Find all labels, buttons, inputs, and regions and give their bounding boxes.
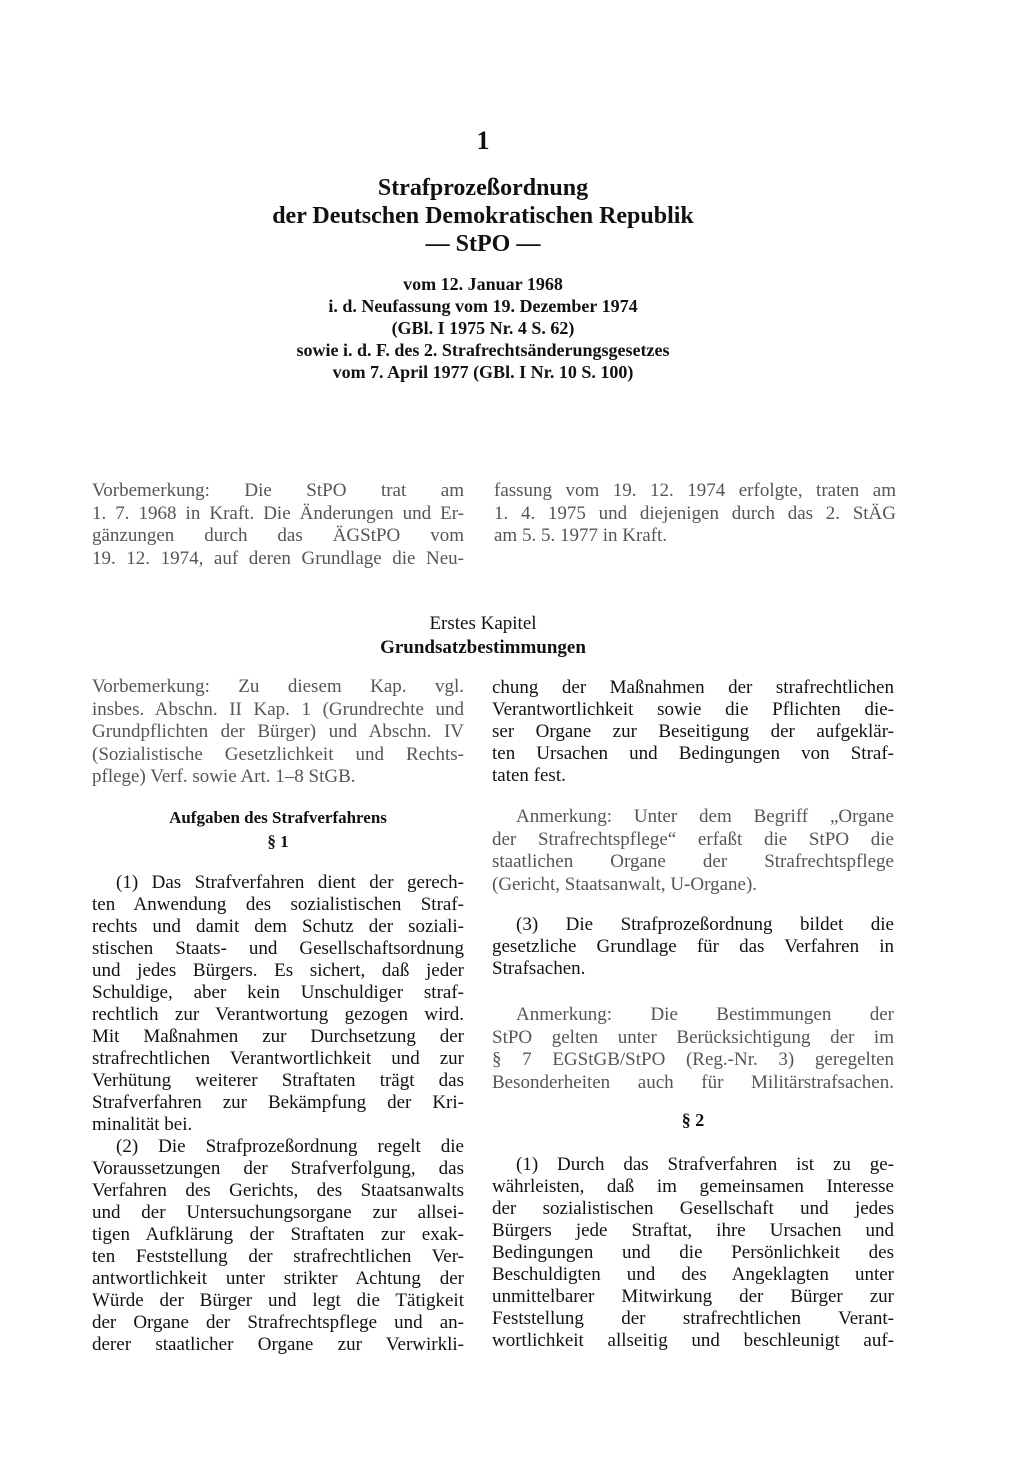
document-dates [0, 273, 966, 383]
text-line: minalität bei. [92, 1114, 193, 1135]
text-line: staatlichen Organe der Strafrechtspflege [492, 851, 894, 872]
text-line: und jedes Bürgers. Es sichert, daß jeder [92, 960, 464, 981]
text-line: chung der Maßnahmen der strafrechtlichen [492, 677, 894, 698]
section1-continuation [492, 677, 894, 787]
text-line: und der Untersuchungsorgane zur allsei- [92, 1202, 464, 1223]
date-line: (GBl. I 1975 Nr. 4 S. 62) [391, 318, 575, 338]
section-number: § 1 [267, 832, 289, 851]
annotation-2 [492, 1004, 894, 1094]
text-line: ser Organe zur Beseitigung der aufgeklär- [492, 721, 894, 742]
text-line: Bürgers jede Straftat, ihre Ursachen und [492, 1220, 894, 1241]
text-line: insbes. Abschn. II Kap. 1 (Grundrechte und [92, 698, 464, 720]
text-line: der Organe der Strafrechtspflege und an- [92, 1312, 464, 1333]
text-line: Vorbemerkung: Zu diesem Kap. vgl. [92, 676, 464, 697]
text-line: ten Ursachen und Bedingungen von Straf- [492, 743, 894, 764]
text-line: Mit Maßnahmen zur Durchsetzung der [92, 1026, 464, 1047]
text-line: wortlichkeit allseitig und beschleunigt auf- [492, 1330, 894, 1351]
text-line: ten Anwendung des sozialistischen Straf- [92, 894, 464, 915]
text-line: Bedingungen und die Persönlichkeit des [492, 1242, 894, 1263]
chapter-title: Grundsatzbestimmungen [380, 637, 586, 658]
text-line: (1) Durch das Strafverfahren ist zu ge- [516, 1154, 894, 1175]
text-line: Feststellung der strafrechtlichen Verant- [492, 1308, 894, 1329]
title-line: — StPO — [425, 231, 541, 257]
text-line: gesetzliche Grundlage für das Verfahren in [492, 936, 894, 957]
text-line: Anmerkung: Die Bestimmungen der [516, 1004, 894, 1025]
date-line: i. d. Neufassung vom 19. Dezember 1974 [328, 296, 638, 316]
text-line: stischen Staats- und Gesellschaftsordnung [92, 938, 464, 959]
text-line: Voraussetzungen der Strafverfolgung, das [92, 1158, 464, 1179]
text-line: fassung vom 19. 12. 1974 erfolgte, traten am [494, 480, 896, 501]
section-title: Aufgaben des Strafverfahrens [169, 808, 387, 827]
chapter-label: Erstes Kapitel [429, 613, 537, 634]
preliminary-remark-right [494, 480, 896, 548]
document-number: 1 [476, 126, 490, 155]
text-line: der sozialistischen Gesellschaft und jedes [492, 1198, 894, 1219]
preliminary-remark-left [92, 480, 464, 570]
date-line: vom 12. Januar 1968 [403, 274, 563, 294]
text-line: antwortlichkeit unter strikter Achtung der [92, 1268, 464, 1289]
text-line: Strafverfahren zur Bekämpfung der Kri- [92, 1092, 464, 1113]
text-line: rechtlich zur Verantwortung gezogen wird. [92, 1004, 464, 1025]
text-line: Würde der Bürger und legt die Tätigkeit [92, 1290, 464, 1311]
date-line: sowie i. d. F. des 2. Strafrechtsänderungsgesetzes [296, 340, 670, 360]
section1-paragraph-3 [492, 914, 894, 980]
text-line: Beschuldigten und des Angeklagten unter [492, 1264, 894, 1285]
text-line: 1. 7. 1968 in Kraft. Die Änderungen und Er- [92, 502, 464, 524]
text-line: (Sozialistische Gesetzlichkeit und Rechts- [92, 743, 464, 765]
text-line: Strafsachen. [492, 958, 586, 979]
text-line: Vorbemerkung: Die StPO trat am [92, 480, 464, 501]
text-line: unmittelbarer Mitwirkung der Bürger zur [492, 1286, 894, 1307]
text-line: Schuldige, aber kein Unschuldiger straf- [92, 982, 464, 1003]
title-line: der Deutschen Demokratischen Republik [272, 203, 694, 229]
text-line: ten Feststellung der strafrechtlichen Ver- [92, 1246, 464, 1267]
section2-number: § 2 [681, 1110, 705, 1130]
text-line: 19. 12. 1974, auf deren Grundlage die Neu- [92, 547, 464, 569]
text-line: StPO gelten unter Berücksichtigung der im [492, 1026, 894, 1048]
text-line: (3) Die Strafprozeßordnung bildet die [516, 914, 894, 935]
text-line: Anmerkung: Unter dem Begriff „Organe [516, 806, 894, 827]
text-line: strafrechtlichen Verantwortlichkeit und zur [92, 1048, 464, 1069]
document-title [0, 174, 966, 258]
text-line: (Gericht, Staatsanwalt, U-Organe). [492, 873, 758, 895]
text-line: am 5. 5. 1977 in Kraft. [494, 525, 668, 546]
text-line: (1) Das Strafverfahren dient der gerech- [116, 872, 464, 893]
annotation-1 [492, 806, 894, 896]
text-line: 1. 4. 1975 und diejenigen durch das 2. StÄG [494, 502, 896, 524]
text-line: taten fest. [492, 765, 566, 786]
text-line: Verfahren des Gerichts, des Staatsanwalts [92, 1180, 464, 1201]
section1-body [92, 872, 464, 1356]
chapter-remark [92, 676, 464, 789]
date-line: vom 7. April 1977 (GBl. I Nr. 10 S. 100) [332, 362, 634, 382]
section2-body [492, 1154, 894, 1352]
text-line: derer staatlicher Organe zur Verwirkli- [92, 1334, 464, 1355]
text-line: Grundpflichten der Bürger) und Abschn. IV [92, 721, 464, 742]
text-line: Verantwortlichkeit sowie die Pflichten die- [492, 699, 894, 720]
text-line: Besonderheiten auch für Militärstrafsachen. [492, 1071, 894, 1093]
text-line: der Strafrechtspflege“ erfaßt die StPO die [492, 828, 894, 850]
text-line: währleisten, daß im gemeinsamen Interesse [492, 1176, 894, 1197]
text-line: § 7 EGStGB/StPO (Reg.-Nr. 3) geregelten [492, 1049, 894, 1070]
text-line: rechts und damit dem Schutz der soziali- [92, 916, 464, 937]
text-line: (2) Die Strafprozeßordnung regelt die [116, 1136, 464, 1157]
text-line: tigen Aufklärung der Straftaten zur exak- [92, 1224, 464, 1245]
title-line: Strafprozeßordnung [377, 175, 589, 201]
chapter-heading [0, 612, 966, 660]
text-line: gänzungen durch das ÄGStPO vom [92, 525, 464, 546]
section1-heading [92, 806, 464, 854]
text-line: pflege) Verf. sowie Art. 1–8 StGB. [92, 766, 356, 787]
text-line: Verhütung weiterer Straftaten trägt das [92, 1070, 464, 1091]
